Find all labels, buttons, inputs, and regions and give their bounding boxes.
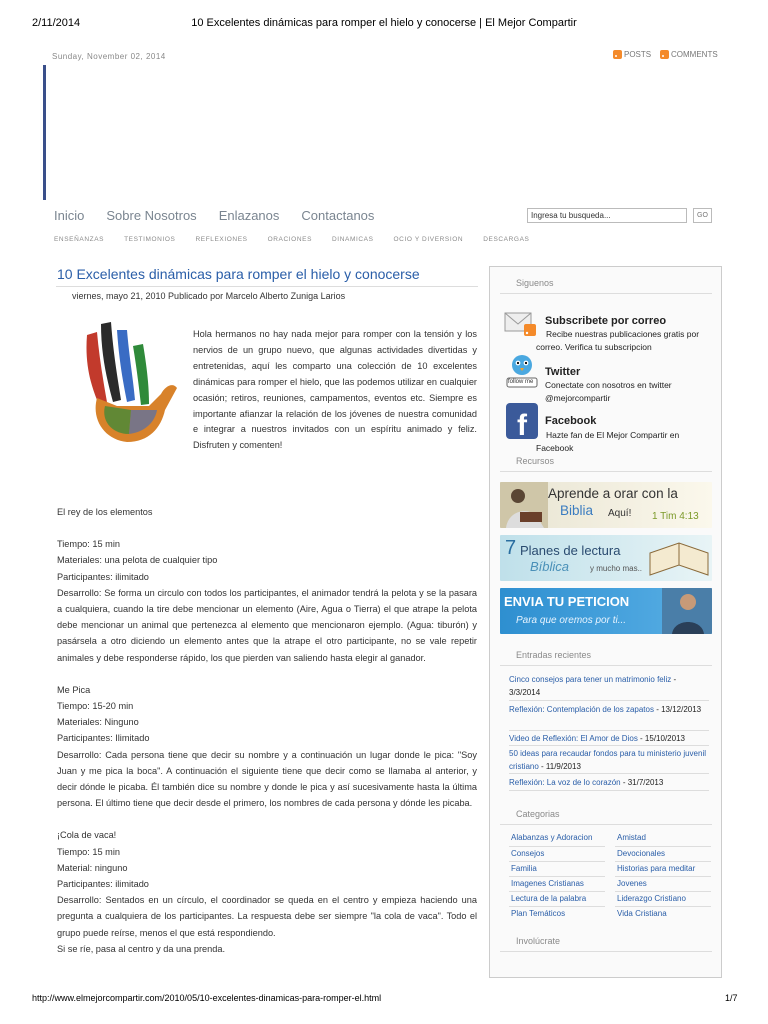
section-title: El rey de los elementos	[57, 507, 153, 517]
banner2-line1: Planes de lectura	[520, 543, 621, 558]
subnav-descargas[interactable]: DESCARGAS	[483, 236, 530, 243]
category-divider	[509, 876, 605, 877]
subnav-ensenanzas[interactable]: ENSEÑANZAS	[54, 236, 105, 243]
category-link[interactable]: Plan Temáticos	[511, 909, 566, 918]
sidebar-divider	[500, 665, 712, 666]
recent-post-link[interactable]: Cinco consejos para tener un matrimonio feliz	[509, 675, 672, 684]
banner-envia-peticion[interactable]	[500, 588, 712, 634]
main-nav	[54, 208, 374, 223]
comments-feed-label: COMMENTS	[671, 50, 718, 59]
praying-person-image	[500, 482, 548, 528]
email-subscribe-title[interactable]: Subscribete por correo	[545, 315, 667, 327]
print-footer-url: http://www.elmejorcompartir.com/2010/05/10-excelentes-dinamicas-para-romper-el.html	[32, 993, 382, 1003]
rss-icon	[613, 50, 622, 59]
subnav-oraciones[interactable]: ORACIONES	[267, 236, 313, 243]
section-description: Desarrollo: Se forma un circulo con todos los participantes, el animador tendrá la pelota y se la pasara a cualquiera, cuando la tire debe mencionar un elemento (Aire, Agua o Tierra) el que atrape la pelota debe mencionar un animal que pertenezca al elemento que mencionaron ejemplo. (Agua: tiburón) y pasársela a otro diciendo un elemento antes que la atrape el otro participante, no se vale repetir animales y debe responderse rápido, los que pierden van saliendo hasta elegir al ganador.	[57, 587, 477, 663]
posts-feed-label: POSTS	[624, 50, 652, 59]
email-icon[interactable]	[504, 307, 538, 337]
section-title: ¡Cola de vaca!	[57, 830, 117, 841]
recent-post[interactable]	[509, 776, 709, 789]
category-link[interactable]: Lectura de la palabra	[511, 894, 587, 903]
post-intro: Hola hermanos no hay nada mejor para romper con la tensión y los nervios de un grupo nuevo, que algunas actividades divertidas y entretenidas, aquí les comparto una colección de 10 excelentes dinámicas para romper el hielo, que las podemos utilizar en cualquier ocasión; retiros, reuniones, campamentos, eventos etc. Siempre es importante afianzar la relación de los jóvenes de nuestra comunidad e integrar a nuestros invitados con un espíritu animado y feliz. Disfruten y comenten!	[193, 329, 477, 451]
section-description: Desarrollo: Sentados en un círculo, el coordinador se queda en el centro y empieza haciendo una pregunta a cualquiera de los participantes. La respuesta debe ser siempre "la cola de vaca". Todo el grupo puede reírse, menos el que está respondiendo.	[57, 895, 477, 938]
section-time: Tiempo: 15 min	[57, 846, 120, 857]
painted-hand-image	[57, 310, 183, 450]
recent-divider	[509, 700, 709, 701]
category-nav	[54, 236, 549, 243]
category-link[interactable]: Familia	[511, 864, 537, 873]
category-divider	[509, 906, 605, 907]
recent-post[interactable]	[509, 747, 709, 773]
nav-contactanos[interactable]: Contactanos	[301, 208, 375, 223]
twitter-text: Conectate con nosotros en twitter @mejorcompartir	[545, 380, 672, 403]
banner1-line2: Biblia	[560, 503, 594, 518]
recent-post-date: - 31/7/2013	[620, 778, 664, 787]
recent-post-link[interactable]: 50 ideas para recaudar fondos para tu ministerio juvenil cristiano	[509, 749, 707, 771]
sidebar-divider	[500, 293, 712, 294]
category-link[interactable]: Jovenes	[617, 879, 647, 888]
category-link[interactable]: Vida Cristiana	[617, 909, 667, 918]
sidebar-divider	[500, 824, 712, 825]
nav-enlazanos[interactable]: Enlazanos	[218, 208, 280, 223]
category-divider	[509, 861, 605, 862]
category-link[interactable]: Consejos	[511, 849, 545, 858]
recent-post[interactable]	[509, 673, 709, 699]
search-go-button[interactable]: GO	[693, 208, 712, 223]
post-meta: viernes, mayo 21, 2010 Publicado por Marcelo Alberto Zuniga Larios	[72, 291, 346, 301]
banner2-line3: y mucho mas..	[590, 564, 643, 573]
banner2-number: 7	[505, 537, 517, 559]
open-book-image	[646, 535, 712, 581]
category-link[interactable]: Historias para meditar	[617, 864, 696, 873]
recent-post-date: - 15/10/2013	[637, 734, 685, 743]
banner-planes-lectura[interactable]	[500, 535, 712, 581]
nav-inicio[interactable]: Inicio	[54, 208, 85, 223]
rss-icon	[660, 50, 669, 59]
recent-divider	[509, 773, 709, 774]
category-divider	[615, 876, 711, 877]
search-input[interactable]	[527, 208, 687, 223]
recientes-heading: Entradas recientes	[516, 650, 592, 660]
header-accent-bar	[43, 65, 46, 200]
banner3-line1: ENVIA TU PETICION	[504, 594, 630, 609]
twitter-title[interactable]: Twitter	[545, 366, 581, 378]
sidebar	[489, 266, 722, 978]
categorias-heading: Categorias	[516, 809, 560, 819]
involucrate-heading: Involúcrate	[516, 936, 561, 946]
section-time: Tiempo: 15-20 min	[57, 701, 134, 712]
post-title[interactable]: 10 Excelentes dinámicas para romper el hielo y conocerse	[57, 266, 420, 282]
category-divider	[615, 861, 711, 862]
print-date: 2/11/2014	[32, 17, 81, 29]
section-materials: Materiales: Ninguno	[57, 717, 139, 728]
svg-text:f: f	[517, 409, 527, 439]
category-link[interactable]: Imagenes Cristianas	[511, 879, 584, 888]
sidebar-divider	[500, 471, 712, 472]
section-participants: Participantes: Ilimitado	[57, 733, 150, 744]
category-divider	[615, 846, 711, 847]
recent-post[interactable]	[509, 703, 709, 716]
category-divider	[509, 846, 605, 847]
siguenos-heading: Siguenos	[516, 278, 554, 288]
print-title: 10 Excelentes dinámicas para romper el hielo y conocerse | El Mejor Compartir	[191, 17, 577, 29]
category-divider	[509, 891, 605, 892]
recent-post-link[interactable]: Reflexión: La voz de lo corazón	[509, 778, 621, 787]
praying-man-image	[662, 588, 712, 634]
subnav-dinamicas[interactable]: DINAMICAS	[332, 236, 374, 243]
category-divider	[615, 891, 711, 892]
recent-post-link[interactable]: Video de Reflexión: El Amor de Dios	[509, 734, 638, 743]
section-participants: Participantes: ilimitado	[57, 879, 149, 890]
recent-post[interactable]	[509, 732, 709, 745]
recursos-heading: Recursos	[516, 456, 555, 466]
recent-divider	[509, 745, 709, 746]
blog-date: Sunday, November 02, 2014	[52, 52, 166, 61]
section-title: Me Pica	[57, 684, 91, 695]
section-extra: Si se ríe, pasa al centro y da una prenda.	[57, 943, 226, 954]
recent-post-date: - 11/9/2013	[538, 762, 581, 771]
print-page-number: 1/7	[725, 993, 738, 1003]
email-subscribe-text: Recibe nuestras publicaciones gratis por correo. Verifica tu subscripcion	[536, 329, 700, 352]
recent-divider	[509, 730, 709, 731]
banner1-line3: Aquí!	[608, 508, 632, 519]
category-divider	[615, 906, 711, 907]
recent-post-date: - 13/12/2013	[653, 705, 702, 714]
facebook-icon[interactable]	[506, 403, 538, 439]
category-link[interactable]: Devocionales	[617, 849, 666, 858]
comments-feed-link[interactable]	[660, 50, 718, 59]
banner3-line2: Para que oremos por ti...	[516, 615, 627, 626]
recent-divider	[509, 790, 709, 791]
category-link[interactable]: Amistad	[617, 833, 646, 842]
title-divider	[56, 286, 478, 287]
banner1-ref: 1 Tim 4:13	[652, 511, 699, 522]
category-link[interactable]: Liderazgo Cristiano	[617, 894, 686, 903]
section-description: Desarrollo: Cada persona tiene que decir su nombre y a continuación un lugar donde le pica: "Soy Juan y me pica la boca". A continuación el siguiente tiene que decir como se llamaba al anterior, y decir dónde le picaba. Él también dice su nombre y donde le pica y así sucesivamente hasta la última persona. El último tiene que decir desde el primero, los nombres de cada persona y dónde les picaba.	[57, 749, 477, 809]
banner-aprende-orar[interactable]	[500, 482, 712, 528]
section-materials: Material: ninguno	[57, 862, 128, 873]
subnav-ocio[interactable]: OCIO Y DIVERSION	[393, 236, 464, 243]
banner2-line2: Bíblica	[530, 559, 570, 574]
section-materials: Materiales: una pelota de cualquier tipo	[57, 555, 218, 566]
posts-feed-link[interactable]	[613, 50, 651, 59]
nav-sobre-nosotros[interactable]: Sobre Nosotros	[106, 208, 197, 223]
subnav-testimonios[interactable]: TESTIMONIOS	[124, 236, 176, 243]
facebook-text: Hazte fan de El Mejor Compartir en Facebook	[536, 430, 680, 453]
recent-post-link[interactable]: Reflexión: Contemplación de los zapatos	[509, 705, 654, 714]
facebook-title[interactable]: Facebook	[545, 415, 597, 427]
section-participants: Participantes: ilimitado	[57, 571, 149, 582]
follow-me-badge[interactable]: follow me	[508, 379, 534, 385]
sidebar-divider	[500, 951, 712, 952]
banner1-line1: Aprende a orar con la	[548, 486, 678, 501]
category-link[interactable]: Alabanzas y Adoracion	[511, 833, 593, 842]
subnav-reflexiones[interactable]: REFLEXIONES	[195, 236, 248, 243]
post-body	[57, 504, 477, 957]
recent-post-date: - 3/3/2014	[509, 675, 677, 697]
section-time: Tiempo: 15 min	[57, 539, 120, 550]
